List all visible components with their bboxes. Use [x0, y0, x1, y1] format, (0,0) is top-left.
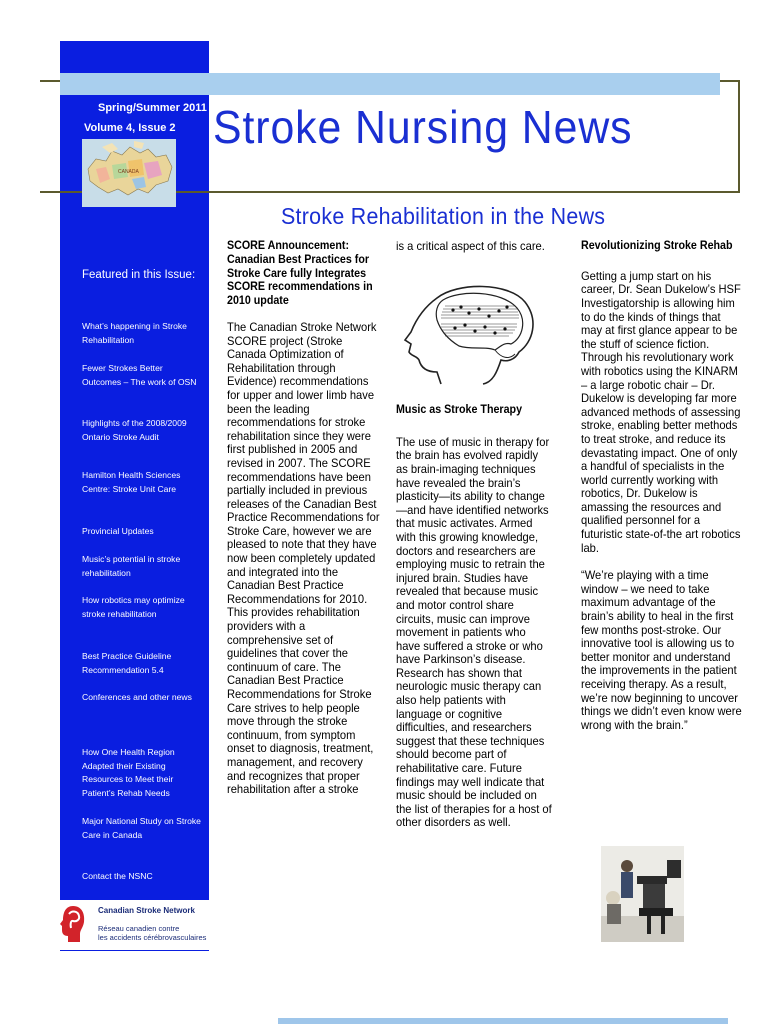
canadian-stroke-network-logo — [56, 900, 216, 950]
article-music-body: The use of music in therapy for the brain has evolved rapidly as brain-imaging techniques have revealed the brain’s plasticity—its ability to change—and have identified networks that music activates. Armed with this growing knowledge, doctors and researchers are employing music to retrain the injured brain. Studies have revealed that because music and motor control share circuits, music can improve movement in patients who have suffered a stroke or who have Parkinson’s disease. Research has shown that neurologic music therapy can also help patients with language or cognitive difficulties, and researchers suggest that these techniques should become part of rehabilitative care. Future findings may well indicate that music should be included on the list of therapies for a host of other disorders as well. — [396, 434, 552, 830]
article-robotics — [581, 240, 744, 732]
footer-rule — [278, 1018, 728, 1024]
toc-item[interactable]: How robotics may optimize stroke rehabilitation — [82, 595, 185, 619]
toc-item[interactable]: Conferences and other news — [82, 692, 192, 702]
logo-name-french-line1: Réseau canadien contre — [98, 924, 180, 933]
brain-music-icon — [397, 280, 547, 390]
canada-map-image — [82, 139, 176, 207]
toc-item[interactable]: Major National Study on Stroke Care in Canada — [82, 816, 201, 840]
toc-item[interactable]: What’s happening in Stroke Rehabilitation — [82, 321, 187, 345]
logo-name-english: Canadian Stroke Network — [98, 906, 195, 915]
article-robotics-quote: “We’re playing with a time window – we need to take maximum advantage of the brain’s ability to heal in the first few months post-stroke. Our innovative tool is allowing us to better monitor and understand the improvements in the patient receiving therapy. As a result, we’re now beginning to uncover things we didn’t even know were wrong with the brain.” — [581, 568, 742, 732]
masthead-bar — [60, 73, 720, 95]
toc-item[interactable]: Music’s potential in stroke rehabilitation — [82, 554, 181, 578]
toc-item[interactable]: How One Health Region Adapted their Existing Resources to Meet their Patient’s Rehab Needs — [82, 747, 175, 798]
toc-item[interactable]: Best Practice Guideline Recommendation 5.4 — [82, 651, 172, 675]
article-score — [227, 240, 383, 797]
toc-item[interactable]: Hamilton Health Sciences Centre: Stroke Unit Care — [82, 470, 181, 494]
issue-volume: Volume 4, Issue 2 — [84, 122, 176, 134]
toc-item[interactable]: Provincial Updates — [82, 526, 154, 536]
logo-name-french — [98, 924, 206, 942]
logo-name-french-line2: les accidents cérébrovasculaires — [98, 933, 207, 942]
article-robotics-heading: Revolutionizing Stroke Rehab — [581, 240, 733, 252]
toc-item[interactable]: Fewer Strokes Better Outcomes – The work of OSN — [82, 363, 197, 387]
toc-item[interactable]: Contact the NSNC — [82, 871, 153, 881]
article-robotics-body: Getting a jump start on his career, Dr. Sean Dukelow’s HSF Investigatorship is allowing him to do the kinds of things that may at first glance appear to be the stuff of science fiction. Through his revolutionary work with robotics using the KINARM – a large robotic chair – Dr. Dukelow is developing far more advanced methods of assessing stroke, enabling better methods to treat stroke, and reduce its devastating impact. One of only a handful of specialists in the world currently working with robotics, Dr. Dukelow is amassing the resources and qualified personnel for a futuristic state-of-the art robotics lab. — [581, 268, 741, 555]
stroke-network-logo-icon — [60, 904, 86, 944]
featured-heading: Featured in this Issue: — [82, 269, 196, 281]
brain-music-illustration — [397, 280, 547, 390]
issue-season: Spring/Summer 2011 — [98, 102, 207, 114]
robotic-chair-icon — [601, 846, 684, 942]
article-score-continued-body: is a critical aspect of this care. — [396, 239, 545, 253]
map-country-label: CANADA — [118, 169, 139, 175]
article-music — [396, 404, 552, 830]
robotics-lab-photo — [601, 846, 684, 942]
newsletter-title: Stroke Nursing News — [213, 101, 633, 153]
article-score-body: The Canadian Stroke Network SCORE project (Stroke Canada Optimization of Rehabilitation through Evidence) recommendations for upper and lower limb have been the leading recommendations for stroke rehabilitation since they were first published in 2005 and revised in 2007. The SCORE recommendations have been partially included in previous releases of the Canadian Best Practice Recommendations for Stroke Care, however we are pleased to note that they have now been completely updated and integrated into the Canadian Best Practice Recommendations for 2010. This provides rehabilitation providers with a comprehensive set of guidelines that cover the continuum of care. The Canadian Best Practice Recommendations for Stroke Care strives to help people move through the stroke continuum, from symptom onset to diagnosis, treatment, management, and recovery and recognizes that proper rehabilitation after a stroke — [227, 319, 380, 797]
toc-item[interactable]: Highlights of the 2008/2009 Ontario Stroke Audit — [82, 418, 187, 442]
article-music-heading: Music as Stroke Therapy — [396, 404, 523, 416]
section-title: Stroke Rehabilitation in the News — [281, 203, 606, 229]
article-score-continued — [396, 240, 552, 254]
canada-map-icon — [82, 139, 176, 207]
article-score-heading: SCORE Announcement: Canadian Best Practices for Stroke Care fully Integrates SCORE recommendations in 2010 update — [227, 240, 373, 308]
